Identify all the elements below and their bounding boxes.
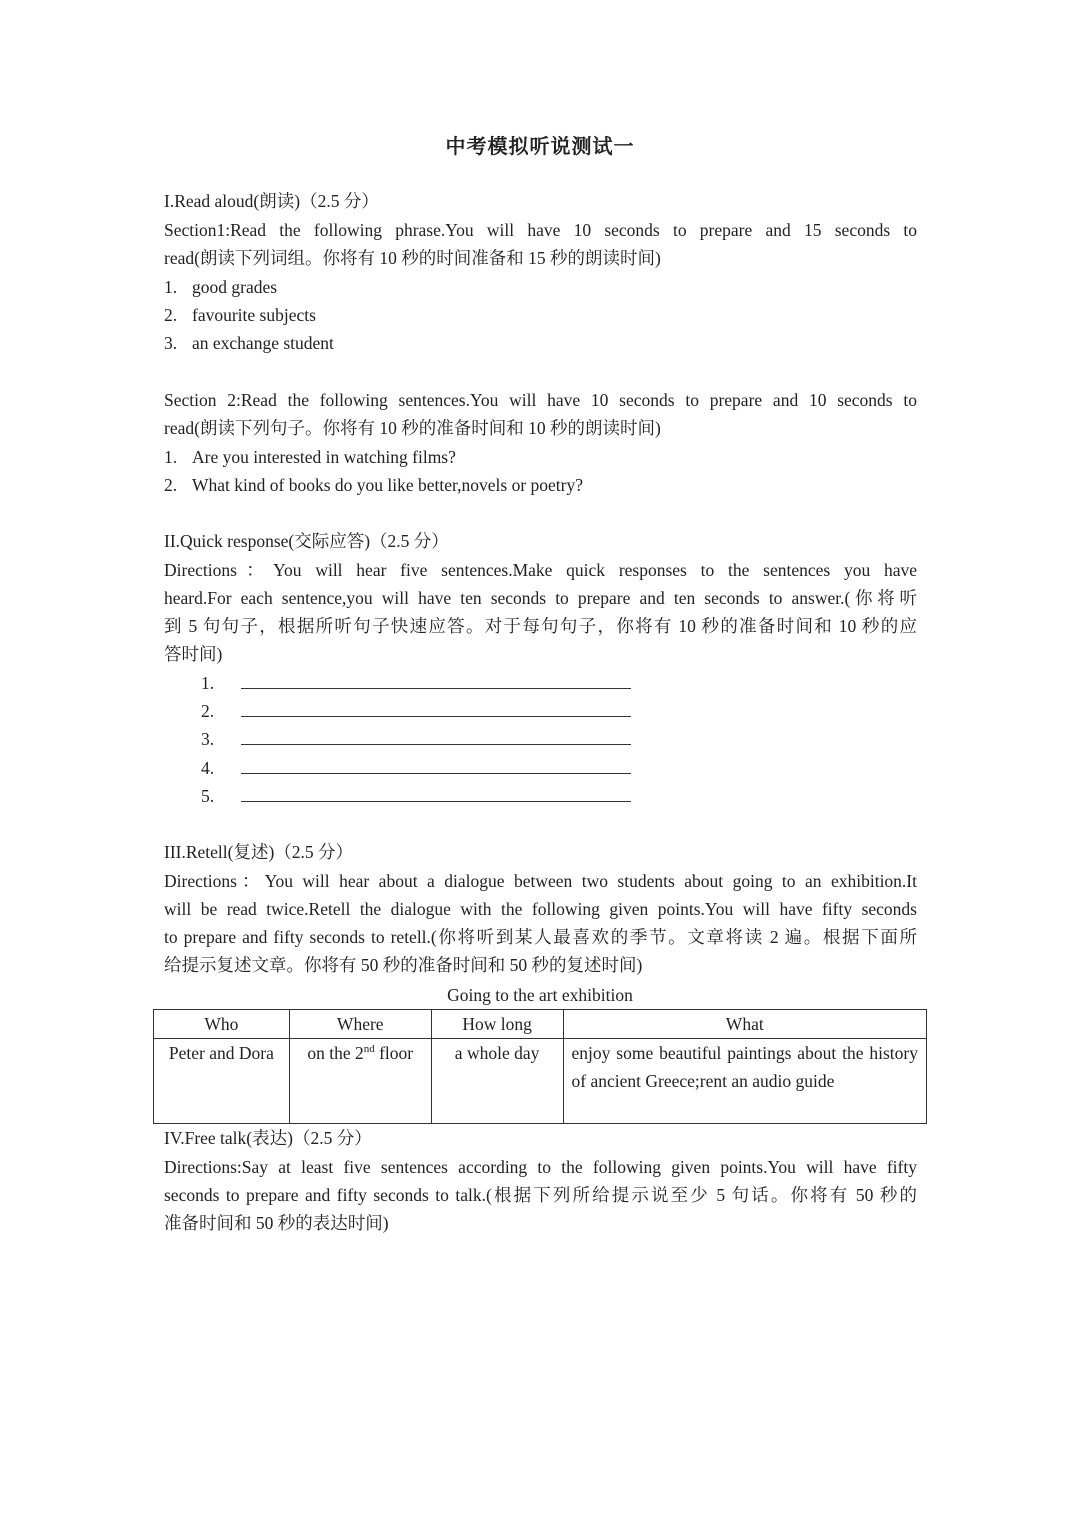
retell-directions-line-1: Directions：You will hear about a dialogue between two students about going to an exhibition.It <box>164 871 917 891</box>
section-3-heading: III.Retell(复述)（2.5 分） <box>164 842 354 862</box>
quick-response-directions-line-2: heard.For each sentence,you will have ten seconds to prepare and ten seconds to answer.(你将听 <box>164 588 917 608</box>
answer-number: 5. <box>201 786 215 806</box>
retell-points-table <box>153 1009 927 1124</box>
sentence-text: What kind of books do you like better,novels or poetry? <box>192 475 584 495</box>
phrase-item <box>164 329 334 357</box>
sentence-number: 1. <box>164 447 178 467</box>
section-1-instructions-line-1: Section1:Read the following phrase.You will have 10 seconds to prepare and 15 seconds to <box>164 220 917 240</box>
sentence-item <box>164 443 456 471</box>
section-4-heading: IV.Free talk(表达)（2.5 分） <box>164 1128 372 1148</box>
table-row <box>154 1039 927 1124</box>
answer-blank-line[interactable] <box>241 783 631 802</box>
where-text-tail: floor <box>374 1043 414 1063</box>
phrase-number: 1. <box>164 277 178 297</box>
quick-response-directions-line-3: 到 5 句句子，根据所听句子快速应答。对于每句句子，你将有 10 秒的准备时间和 10 秒的应 <box>164 616 917 636</box>
answer-blank-line[interactable] <box>241 726 631 745</box>
cell-who: Peter and Dora <box>154 1039 290 1124</box>
header-who: Who <box>154 1010 290 1039</box>
answer-blank-line[interactable] <box>241 698 631 717</box>
phrase-text: an exchange student <box>192 333 334 353</box>
answer-number: 2. <box>201 701 215 721</box>
sentence-text: Are you interested in watching films? <box>192 447 456 467</box>
answer-blank-row <box>201 754 631 782</box>
phrase-text: good grades <box>192 277 278 297</box>
answer-blank-row <box>201 669 631 697</box>
retell-directions-line-4: 给提示复述文章。你将有 50 秒的准备时间和 50 秒的复述时间) <box>164 955 643 975</box>
phrase-text: favourite subjects <box>192 305 316 325</box>
answer-blank-row <box>201 725 631 753</box>
phrase-number: 2. <box>164 305 178 325</box>
header-what: What <box>563 1010 927 1039</box>
retell-directions-line-2: will be read twice.Retell the dialogue with the following given points.You will have fifty seconds <box>164 899 917 919</box>
quick-response-directions-line-1: Directions：You will hear five sentences.Make quick responses to the sentences you have <box>164 560 917 580</box>
section-2-heading: II.Quick response(交际应答)（2.5 分） <box>164 531 449 551</box>
free-talk-directions-line-3: 准备时间和 50 秒的表达时间) <box>164 1213 389 1233</box>
free-talk-directions-line-2: seconds to prepare and fifty seconds to talk.(根据下列所给提示说至少 5 句话。你将有 50 秒的 <box>164 1185 917 1205</box>
sentence-item <box>164 471 583 499</box>
table-caption: Going to the art exhibition <box>447 985 633 1005</box>
page-title: 中考模拟听说测试一 <box>445 136 635 158</box>
cell-where <box>289 1039 431 1124</box>
ordinal-suffix: nd <box>363 1043 375 1056</box>
answer-number: 3. <box>201 729 215 749</box>
phrase-item <box>164 273 277 301</box>
section-2-instructions-line-2: read(朗读下列句子。你将有 10 秒的准备时间和 10 秒的朗读时间) <box>164 418 661 438</box>
quick-response-directions-line-4: 答时间) <box>164 644 223 664</box>
sentence-number: 2. <box>164 475 178 495</box>
section-1-instructions-line-2: read(朗读下列词组。你将有 10 秒的时间准备和 15 秒的朗读时间) <box>164 248 661 268</box>
section-1-heading: I.Read aloud(朗读)（2.5 分） <box>164 191 379 211</box>
header-where: Where <box>289 1010 431 1039</box>
retell-directions-line-3: to prepare and fifty seconds to retell.(你将听到某人最喜欢的季节。文章将读 2 遍。根据下面所 <box>164 927 917 947</box>
where-text: on the 2 <box>307 1043 364 1063</box>
answer-number: 4. <box>201 758 215 778</box>
answer-blank-row <box>201 782 631 810</box>
answer-blank-line[interactable] <box>241 670 631 689</box>
table-header-row <box>154 1010 927 1039</box>
cell-what: enjoy some beautiful paintings about the history of ancient Greece;rent an audio guide <box>563 1039 927 1124</box>
cell-how-long: a whole day <box>431 1039 563 1124</box>
phrase-item <box>164 301 316 329</box>
answer-blank-row <box>201 697 631 725</box>
header-how-long: How long <box>431 1010 563 1039</box>
answer-number: 1. <box>201 673 215 693</box>
free-talk-directions-line-1: Directions:Say at least five sentences according to the following given points.You will have fifty <box>164 1157 917 1177</box>
section-2-instructions-line-1: Section 2:Read the following sentences.You will have 10 seconds to prepare and 10 seconds to <box>164 390 917 410</box>
answer-blank-line[interactable] <box>241 755 631 774</box>
phrase-number: 3. <box>164 333 178 353</box>
